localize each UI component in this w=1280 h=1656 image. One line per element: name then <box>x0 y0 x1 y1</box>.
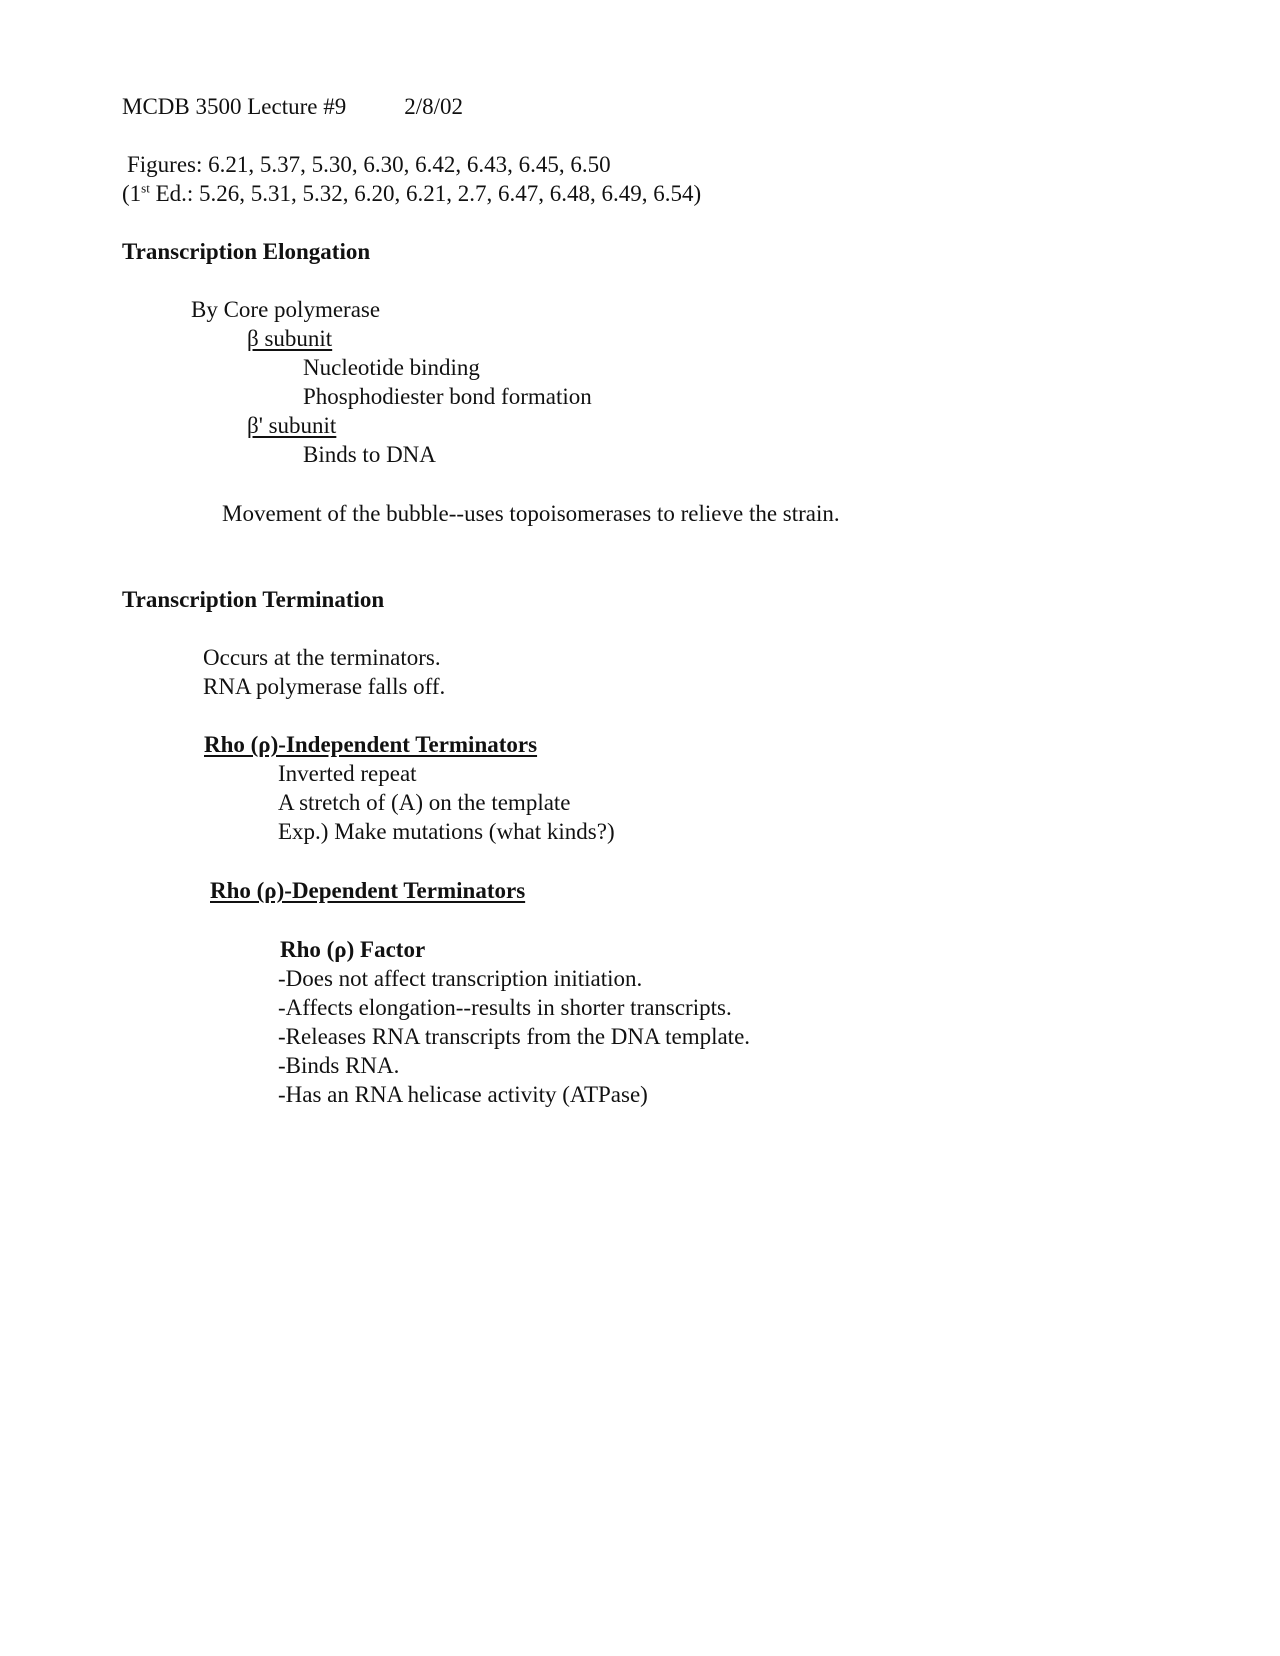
edition-prefix: (1 <box>122 181 142 206</box>
figures-line: Figures: 6.21, 5.37, 5.30, 6.30, 6.42, 6.43, 6.45, 6.50 <box>127 152 611 177</box>
rho-factor-item: -Has an RNA helicase activity (ATPase) <box>278 1082 648 1107</box>
beta-item: Phosphodiester bond formation <box>303 384 592 409</box>
core-polymerase-label: By Core polymerase <box>191 297 381 322</box>
beta-item: Nucleotide binding <box>303 355 480 380</box>
bubble-movement-note: Movement of the bubble--uses topoisomerases to relieve the strain. <box>222 501 840 526</box>
termination-intro-line: Occurs at the terminators. <box>203 645 441 670</box>
rho-independent-item: Exp.) Make mutations (what kinds?) <box>278 819 615 844</box>
rho-factor-item: -Releases RNA transcripts from the DNA template. <box>278 1024 751 1049</box>
termination-intro-line: RNA polymerase falls off. <box>203 674 446 699</box>
beta-subunit-label: β subunit <box>247 326 333 351</box>
edition-superscript: st <box>141 180 150 196</box>
first-edition-figures-line <box>122 180 701 208</box>
edition-figures: Ed.: 5.26, 5.31, 5.32, 6.20, 6.21, 2.7, 6.47, 6.48, 6.49, 6.54) <box>149 181 702 206</box>
document-header <box>122 93 463 121</box>
rho-dependent-heading: Rho (ρ)-Dependent Terminators <box>210 878 526 903</box>
termination-heading: Transcription Termination <box>122 587 385 612</box>
rho-factor-item: -Binds RNA. <box>278 1053 400 1078</box>
rho-factor-item: -Does not affect transcription initiation. <box>278 966 643 991</box>
lecture-date: 2/8/02 <box>404 94 463 119</box>
elongation-heading: Transcription Elongation <box>122 239 371 264</box>
rho-independent-item: A stretch of (A) on the template <box>278 790 571 815</box>
rho-independent-item: Inverted repeat <box>278 761 417 786</box>
rho-factor-item: -Affects elongation--results in shorter transcripts. <box>278 995 732 1020</box>
course-title: MCDB 3500 Lecture #9 <box>122 94 347 119</box>
rho-independent-heading: Rho (ρ)-Independent Terminators <box>204 732 538 757</box>
beta-prime-item: Binds to DNA <box>303 442 436 467</box>
rho-factor-heading: Rho (ρ) Factor <box>280 937 426 962</box>
beta-prime-subunit-label: β' subunit <box>247 413 337 438</box>
